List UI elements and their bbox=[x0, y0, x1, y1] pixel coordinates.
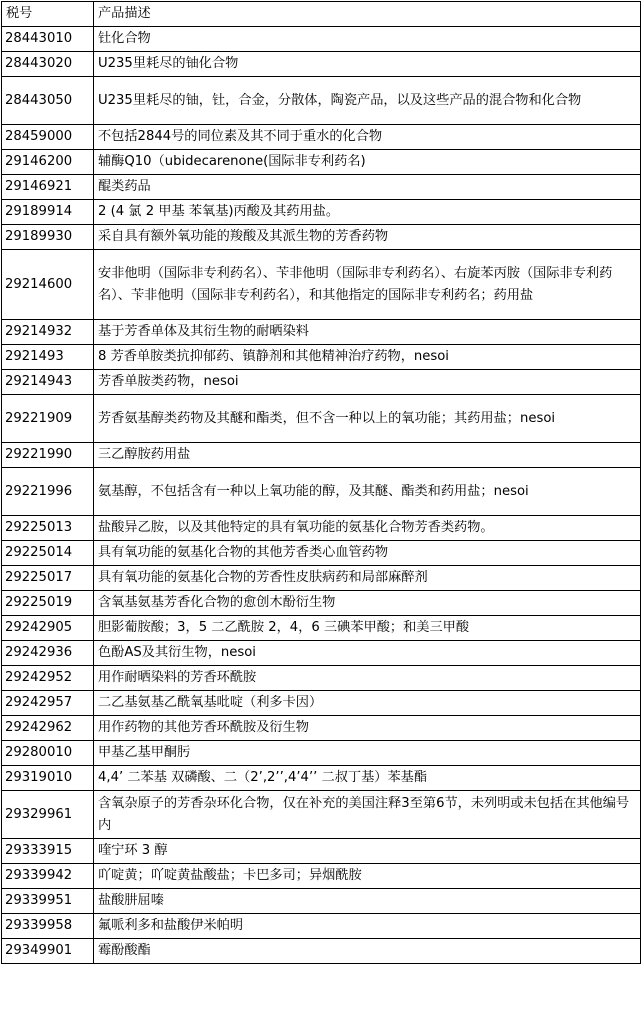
product-description-cell: U235里耗尽的铀，钍，合金，分散体，陶瓷产品，以及这些产品的混合物和化合物 bbox=[94, 77, 641, 125]
hs-code-cell: 29214932 bbox=[2, 320, 94, 345]
table-row bbox=[2, 468, 641, 516]
table-row bbox=[2, 716, 641, 741]
table-row bbox=[2, 200, 641, 225]
header-product-description: 产品描述 bbox=[94, 2, 641, 27]
table-row bbox=[2, 250, 641, 320]
product-description-cell: 钍化合物 bbox=[94, 27, 641, 52]
tariff-table bbox=[1, 1, 641, 964]
table-body bbox=[2, 27, 641, 964]
hs-code-cell: 29225014 bbox=[2, 541, 94, 566]
product-description-cell: 用作药物的其他芳香环酰胺及衍生物 bbox=[94, 716, 641, 741]
product-description-cell: 氟哌利多和盐酸伊米帕明 bbox=[94, 914, 641, 939]
table-row bbox=[2, 641, 641, 666]
table-row bbox=[2, 175, 641, 200]
product-description-cell: 用作耐晒染料的芳香环酰胺 bbox=[94, 666, 641, 691]
product-description-cell: U235里耗尽的铀化合物 bbox=[94, 52, 641, 77]
product-description-cell: 具有氧功能的氨基化合物的其他芳香类心血管药物 bbox=[94, 541, 641, 566]
table-row bbox=[2, 27, 641, 52]
hs-code-cell: 29146921 bbox=[2, 175, 94, 200]
product-description-cell: 8 芳香单胺类抗抑郁药、镇静剂和其他精神治疗药物，nesoi bbox=[94, 345, 641, 370]
table-row bbox=[2, 443, 641, 468]
table-row bbox=[2, 150, 641, 175]
product-description-cell: 含氧基氨基芳香化合物的愈创木酚衍生物 bbox=[94, 591, 641, 616]
product-description-cell: 盐酸异乙胺，以及其他特定的具有氧功能的氨基化合物芳香类药物。 bbox=[94, 516, 641, 541]
product-description-cell: 二乙基氨基乙酰氧基吡啶（利多卡因） bbox=[94, 691, 641, 716]
table-row bbox=[2, 591, 641, 616]
hs-code-cell: 29225017 bbox=[2, 566, 94, 591]
product-description-cell: 霉酚酸酯 bbox=[94, 939, 641, 964]
hs-code-cell: 29242952 bbox=[2, 666, 94, 691]
hs-code-cell: 28443010 bbox=[2, 27, 94, 52]
product-description-cell: 醌类药品 bbox=[94, 175, 641, 200]
product-description-cell: 吖啶黄；吖啶黄盐酸盐；卡巴多司；异烟酰胺 bbox=[94, 864, 641, 889]
table-row bbox=[2, 541, 641, 566]
hs-code-cell: 29339958 bbox=[2, 914, 94, 939]
header-hs-code: 税号 bbox=[2, 2, 94, 27]
product-description-cell: 氨基醇，不包括含有一种以上氧功能的醇，及其醚、酯类和药用盐；nesoi bbox=[94, 468, 641, 516]
hs-code-cell: 29221990 bbox=[2, 443, 94, 468]
hs-code-cell: 29242957 bbox=[2, 691, 94, 716]
table-row bbox=[2, 691, 641, 716]
table-row bbox=[2, 666, 641, 691]
hs-code-cell: 29189930 bbox=[2, 225, 94, 250]
hs-code-cell: 2921493 bbox=[2, 345, 94, 370]
product-description-cell: 基于芳香单体及其衍生物的耐晒染料 bbox=[94, 320, 641, 345]
hs-code-cell: 29221996 bbox=[2, 468, 94, 516]
table-row bbox=[2, 125, 641, 150]
hs-code-cell: 29349901 bbox=[2, 939, 94, 964]
table-row bbox=[2, 616, 641, 641]
hs-code-cell: 29242962 bbox=[2, 716, 94, 741]
hs-code-cell: 29225019 bbox=[2, 591, 94, 616]
table-row bbox=[2, 839, 641, 864]
product-description-cell: 2 (4 氯 2 甲基 苯氧基)丙酸及其药用盐。 bbox=[94, 200, 641, 225]
hs-code-cell: 28443020 bbox=[2, 52, 94, 77]
product-description-cell: 采自具有额外氧功能的羧酸及其派生物的芳香药物 bbox=[94, 225, 641, 250]
product-description-cell: 芳香单胺类药物，nesoi bbox=[94, 370, 641, 395]
hs-code-cell: 29146200 bbox=[2, 150, 94, 175]
product-description-cell: 喹宁环 3 醇 bbox=[94, 839, 641, 864]
product-description-cell: 盐酸肼屈嗪 bbox=[94, 889, 641, 914]
hs-code-cell: 28459000 bbox=[2, 125, 94, 150]
table-row bbox=[2, 889, 641, 914]
table-row bbox=[2, 741, 641, 766]
table-row bbox=[2, 914, 641, 939]
hs-code-cell: 29214600 bbox=[2, 250, 94, 320]
product-description-cell: 含氧杂原子的芳香杂环化合物，仅在补充的美国注释3至第6节，未列明或未包括在其他编号内 bbox=[94, 791, 641, 839]
product-description-cell: 辅酶Q10（ubidecarenone(国际非专利药名) bbox=[94, 150, 641, 175]
table-row bbox=[2, 52, 641, 77]
table-row bbox=[2, 864, 641, 889]
product-description-cell: 不包括2844号的同位素及其不同于重水的化合物 bbox=[94, 125, 641, 150]
table-row bbox=[2, 766, 641, 791]
table-row bbox=[2, 791, 641, 839]
header-row bbox=[2, 2, 641, 27]
product-description-cell: 三乙醇胺药用盐 bbox=[94, 443, 641, 468]
product-description-cell: 芳香氨基醇类药物及其醚和酯类，但不含一种以上的氧功能；其药用盐；nesoi bbox=[94, 395, 641, 443]
product-description-cell: 安非他明（国际非专利药名）、苄非他明（国际非专利药名）、右旋苯丙胺（国际非专利药名）、苄非他明（国际非专利药名），和其他指定的国际非专利药名；药用盐 bbox=[94, 250, 641, 320]
table-row bbox=[2, 516, 641, 541]
product-description-cell: 胆影葡胺酸；3，5 二乙酰胺 2，4，6 三碘苯甲酸；和美三甲酸 bbox=[94, 616, 641, 641]
hs-code-cell: 29339942 bbox=[2, 864, 94, 889]
hs-code-cell: 28443050 bbox=[2, 77, 94, 125]
hs-code-cell: 29221909 bbox=[2, 395, 94, 443]
hs-code-cell: 29339951 bbox=[2, 889, 94, 914]
table-row bbox=[2, 370, 641, 395]
table-row bbox=[2, 566, 641, 591]
table-row bbox=[2, 77, 641, 125]
hs-code-cell: 29319010 bbox=[2, 766, 94, 791]
hs-code-cell: 29333915 bbox=[2, 839, 94, 864]
product-description-cell: 甲基乙基甲酮肟 bbox=[94, 741, 641, 766]
hs-code-cell: 29214943 bbox=[2, 370, 94, 395]
table-row bbox=[2, 345, 641, 370]
hs-code-cell: 29242905 bbox=[2, 616, 94, 641]
table-row bbox=[2, 320, 641, 345]
product-description-cell: 色酚AS及其衍生物，nesoi bbox=[94, 641, 641, 666]
table-row bbox=[2, 225, 641, 250]
hs-code-cell: 29242936 bbox=[2, 641, 94, 666]
hs-code-cell: 29280010 bbox=[2, 741, 94, 766]
hs-code-cell: 29225013 bbox=[2, 516, 94, 541]
hs-code-cell: 29329961 bbox=[2, 791, 94, 839]
product-description-cell: 具有氧功能的氨基化合物的芳香性皮肤病药和局部麻醉剂 bbox=[94, 566, 641, 591]
table-row bbox=[2, 939, 641, 964]
product-description-cell: 4,4’ 二苯基 双磷酸、二（2’,2’’,4’4’’ 二叔丁基）苯基酯 bbox=[94, 766, 641, 791]
hs-code-cell: 29189914 bbox=[2, 200, 94, 225]
table-row bbox=[2, 395, 641, 443]
